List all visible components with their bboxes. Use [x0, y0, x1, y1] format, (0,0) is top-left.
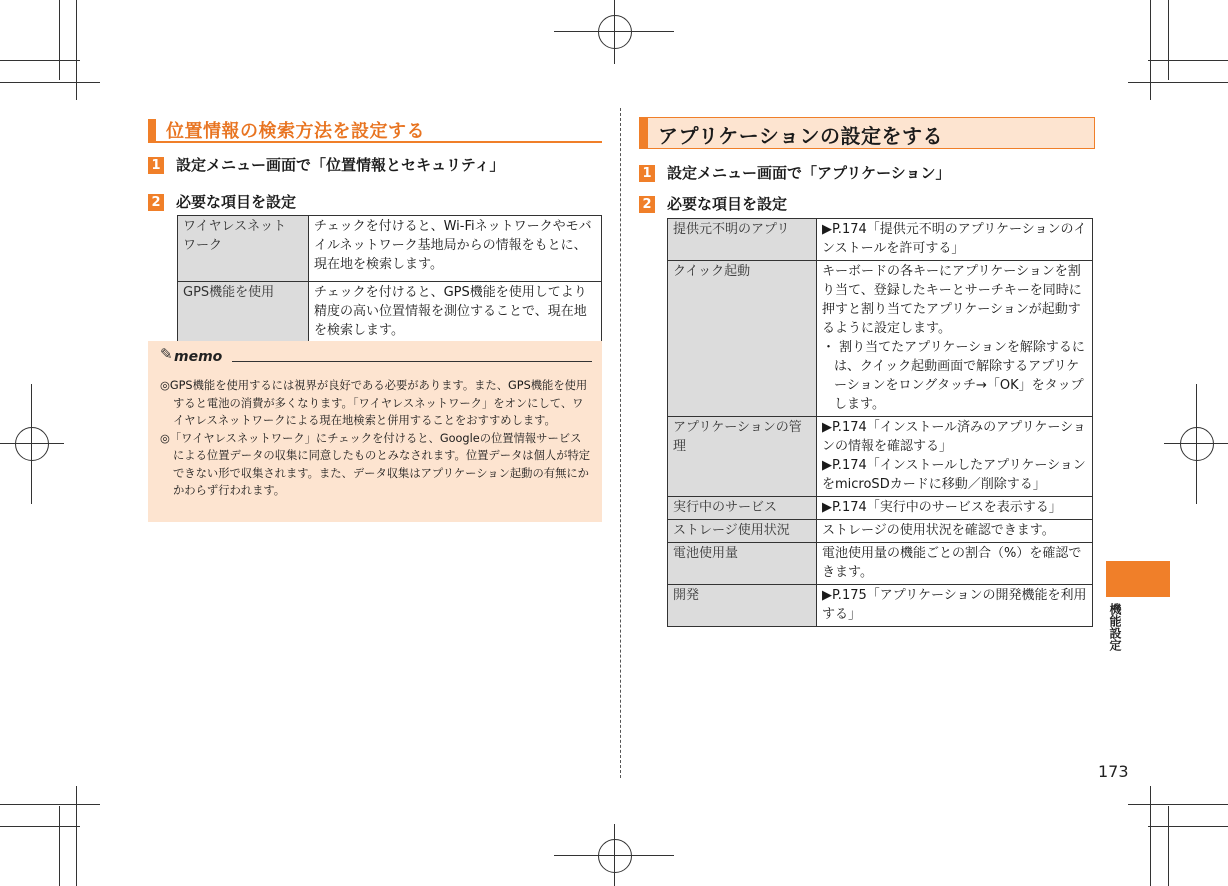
crop-mark: [1150, 0, 1151, 100]
step-1: [639, 162, 951, 183]
item-label: 電池使用量: [668, 543, 817, 585]
table-row: [668, 520, 1093, 543]
item-label: 開発: [668, 585, 817, 627]
memo-box: [148, 341, 602, 522]
item-description: キーボードの各キーにアプリケーションを割り当て、登録したキーとサーチキーを同時に押すと割り当てたアプリケーションが起動するように設定します。: [822, 264, 1082, 336]
item-description: ▶P.174「実行中のサービスを表示する」: [817, 497, 1093, 520]
step-2: [148, 191, 296, 212]
chapter-tab-label: 機能設定: [1108, 603, 1122, 651]
item-label: ストレージ使用状況: [668, 520, 817, 543]
step-text: 必要な項目を設定: [176, 193, 297, 211]
registration-mark: [1180, 427, 1214, 461]
memo-list: [160, 377, 592, 500]
table-row: [668, 417, 1093, 497]
crop-mark: [1148, 826, 1228, 827]
table-row: [178, 282, 602, 343]
column-divider: [620, 108, 621, 778]
step-number: 2: [639, 196, 655, 213]
item-description: ▶P.175「アプリケーションの開発機能を利用する」: [817, 585, 1093, 627]
crop-mark: [1168, 806, 1169, 886]
step-2: [639, 193, 787, 214]
item-label: GPS機能を使用: [178, 282, 309, 343]
item-label: 実行中のサービス: [668, 497, 817, 520]
item-description: チェックを付けると、Wi-Fiネットワークやモバイルネットワーク基地局からの情報をもとに、現在地を検索します。: [309, 216, 602, 282]
item-description: チェックを付けると、GPS機能を使用してより精度の高い位置情報を測位することで、現在地を検索します。: [309, 282, 602, 343]
crop-mark: [0, 60, 80, 61]
registration-mark: [15, 427, 49, 461]
crop-mark: [0, 82, 100, 83]
section-title: 位置情報の検索方法を設定する: [166, 121, 425, 142]
crop-mark: [1148, 60, 1228, 61]
chapter-tab: [1106, 561, 1170, 597]
item-description: ストレージの使用状況を確認できます。: [817, 520, 1093, 543]
crop-mark: [76, 786, 77, 886]
crop-mark: [0, 826, 80, 827]
application-settings-table: [667, 218, 1093, 627]
crop-mark: [76, 0, 77, 100]
item-label: 提供元不明のアプリ: [668, 219, 817, 261]
registration-mark: [598, 15, 632, 49]
location-settings-table: [177, 215, 602, 343]
item-label: アプリケーションの管理: [668, 417, 817, 497]
memo-title: memo: [174, 349, 223, 365]
heading-accent-bar: [640, 118, 648, 148]
step-number: 2: [148, 194, 164, 211]
table-row: [668, 543, 1093, 585]
step-1: [148, 154, 505, 175]
step-text: 設定メニュー画面で「位置情報とセキュリティ」: [176, 156, 505, 174]
item-label: ワイヤレスネット ワーク: [178, 216, 309, 282]
item-note: ・ 割り当てたアプリケーションを解除するには、クイック起動画面で解除するアプリケーションをロングタッチ→「OK」をタップします。: [822, 340, 1085, 412]
table-row: [668, 497, 1093, 520]
item-link: ▶P.174「インストール済みのアプリケーションの情報を確認する」: [822, 420, 1086, 454]
item-label: クイック起動: [668, 261, 817, 417]
item-description-cell: [817, 261, 1093, 417]
registration-mark: [598, 839, 632, 873]
item-description-cell: [817, 417, 1093, 497]
crop-mark: [1150, 786, 1151, 886]
step-number: 1: [148, 157, 164, 174]
crop-mark: [1128, 804, 1228, 805]
step-text: 設定メニュー画面で「アプリケーション」: [667, 164, 951, 182]
crop-mark: [59, 806, 60, 886]
crop-mark: [1168, 0, 1169, 80]
step-number: 1: [639, 165, 655, 182]
table-row: [178, 216, 602, 282]
crop-mark: [0, 804, 100, 805]
item-link: ▶P.174「インストールしたアプリケーションをmicroSDカードに移動／削除する」: [822, 458, 1086, 492]
crop-mark: [1128, 82, 1228, 83]
memo-item: ◎GPS機能を使用するには視界が良好である必要があります。また、GPS機能を使用すると電池の消費が多くなります。「ワイヤレスネットワーク」をオンにして、ワイヤレスネットワークによる現在地検索と併用することをおすすめします。: [160, 379, 588, 427]
item-description: ▶P.174「提供元不明のアプリケーションのインストールを許可する」: [817, 219, 1093, 261]
heading-accent-bar: [148, 119, 156, 141]
step-text: 必要な項目を設定: [667, 195, 788, 213]
table-row: [668, 261, 1093, 417]
item-description: 電池使用量の機能ごとの割合（%）を確認できます。: [817, 543, 1093, 585]
memo-item: ◎「ワイヤレスネットワーク」にチェックを付けると、Googleの位置情報サービスによる位置データの収集に同意したものとみなされます。位置データは個人が特定できない形で収集されます。また、データ収集はアプリケーション起動の有無にかかわらず行われます。: [160, 431, 591, 497]
section-title: アプリケーションの設定をする: [658, 124, 943, 148]
section-heading-applications: [639, 117, 1095, 149]
section-heading-location: [148, 117, 602, 143]
page-number: 173: [1098, 762, 1129, 781]
crop-mark: [59, 0, 60, 80]
table-row: [668, 585, 1093, 627]
memo-rule: [232, 361, 592, 362]
pencil-icon: ✎: [160, 345, 173, 363]
table-row: [668, 219, 1093, 261]
